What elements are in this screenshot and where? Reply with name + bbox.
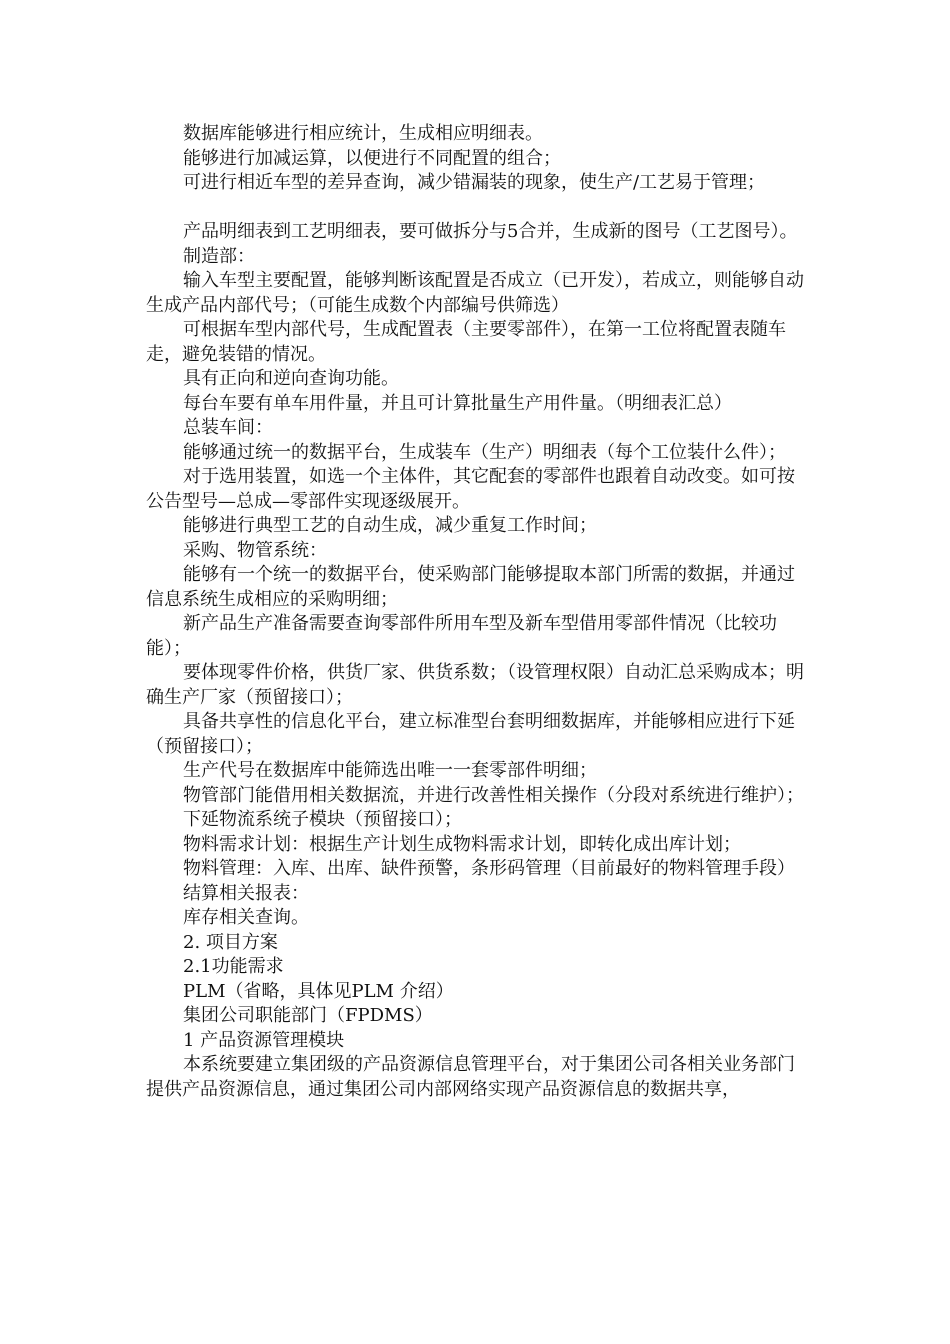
paragraph: 每台车要有单车用件量，并且可计算批量生产用件量。（明细表汇总）	[183, 392, 732, 414]
paragraph: 库存相关查询。	[183, 907, 309, 928]
paragraph: 本系统要建立集团级的产品资源信息管理平台，对于集团公司各相关业务部门提供产品资源信息，通过集团公司内部网络实现产品资源信息的数据共享，	[146, 1054, 795, 1100]
paragraph: 产品明细表到工艺明细表，要可做拆分与5合并，生成新的图号（工艺图号）。	[183, 221, 798, 242]
section-heading: 采购、物管系统：	[183, 539, 327, 561]
paragraph: 可进行相近车型的差异查询，减少错漏装的现象，使生产/工艺易于管理；	[183, 172, 766, 193]
paragraph: 结算相关报表：	[183, 882, 309, 904]
paragraph: 新产品生产准备需要查询零部件所用车型及新车型借用零部件情况（比较功能）；	[146, 613, 777, 659]
paragraph: 生产代号在数据库中能筛选出唯一一套零部件明细；	[183, 760, 597, 781]
paragraph: 集团公司职能部门（FPDMS）	[183, 1005, 433, 1026]
paragraph: 具有正向和逆向查询功能。	[183, 368, 399, 389]
section-heading: 总装车间：	[183, 417, 273, 438]
section-heading: 2.1功能需求	[183, 956, 284, 977]
section-heading: 2. 项目方案	[183, 931, 278, 953]
paragraph: 要体现零件价格，供货厂家、供货系数；（设管理权限）自动汇总采购成本；明确生产厂家（预留接口）；	[146, 662, 804, 708]
document-body	[146, 122, 806, 1102]
paragraph: 能够有一个统一的数据平台，使采购部门能够提取本部门所需的数据，并通过信息系统生成相应的采购明细；	[146, 564, 795, 610]
paragraph: PLM（省略，具体见PLM 介绍）	[183, 980, 454, 1002]
paragraph: 物料管理：入库、出库、缺件预警，条形码管理（目前最好的物料管理手段）	[183, 858, 795, 879]
paragraph: 输入车型主要配置，能够判断该配置是否成立（已开发），若成立，则能够自动生成产品内部代号；（可能生成数个内部编号供筛选）	[146, 270, 804, 316]
paragraph: 能够进行加减运算，以便进行不同配置的组合；	[183, 147, 561, 169]
paragraph: 能够通过统一的数据平台，生成装车（生产）明细表（每个工位装什么件）；	[183, 441, 786, 463]
paragraph: 对于选用装置，如选一个主体件，其它配套的零部件也跟着自动改变。如可按公告型号—总成—零部件实现逐级展开。	[146, 466, 795, 512]
paragraph: 具备共享性的信息化平台，建立标准型台套明细数据库，并能够相应进行下延（预留接口）；	[146, 711, 795, 757]
paragraph: 物管部门能借用相关数据流，并进行改善性相关操作（分段对系统进行维护）；	[183, 784, 804, 806]
paragraph: 下延物流系统子模块（预留接口）；	[183, 809, 462, 830]
paragraph: 能够进行典型工艺的自动生成，减少重复工作时间；	[183, 515, 597, 536]
paragraph: 物料需求计划：根据生产计划生成物料需求计划，即转化成出库计划；	[183, 833, 741, 855]
section-heading: 制造部：	[183, 245, 255, 267]
paragraph: 可根据车型内部代号，生成配置表（主要零部件），在第一工位将配置表随车走，避免装错的情况。	[146, 319, 786, 365]
section-heading: 1 产品资源管理模块	[183, 1029, 345, 1051]
blank-line	[146, 196, 806, 221]
paragraph: 数据库能够进行相应统计，生成相应明细表。	[183, 123, 543, 144]
